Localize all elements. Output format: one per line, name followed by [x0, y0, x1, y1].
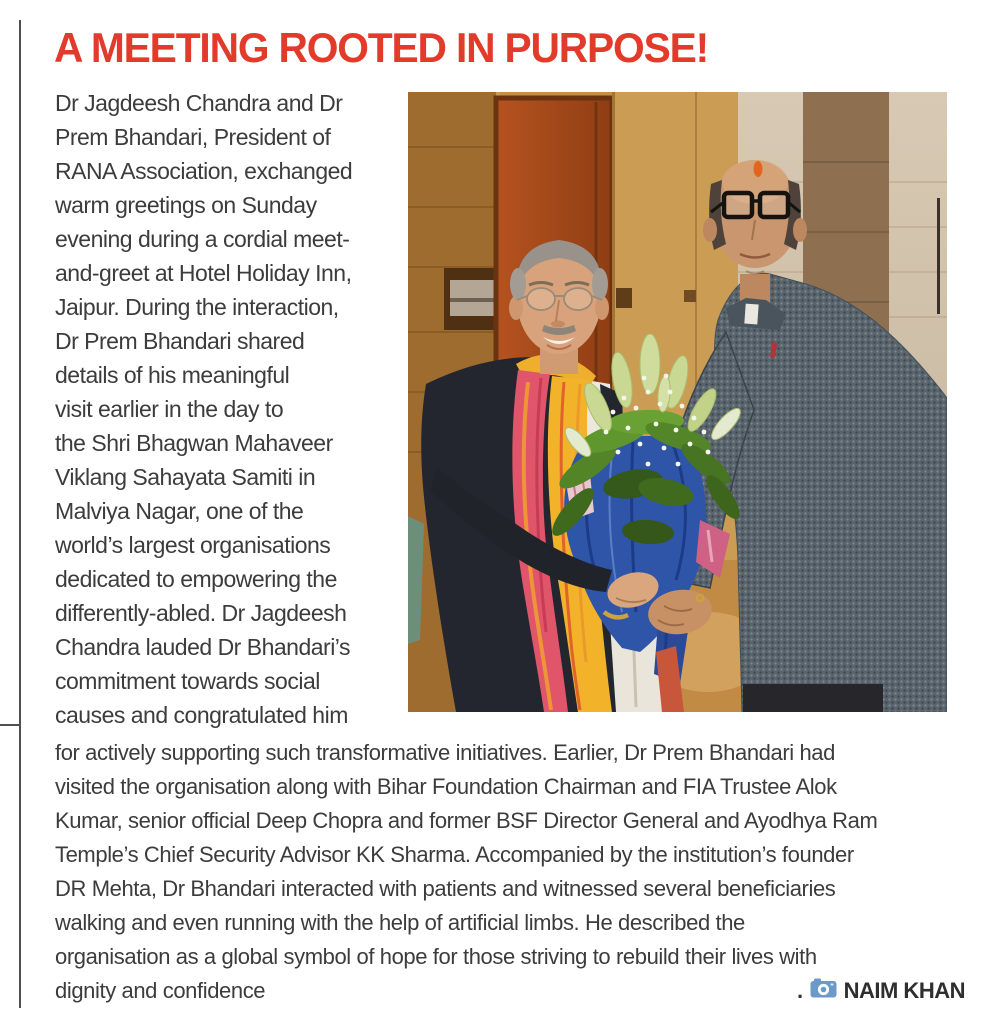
- article-photo: [408, 92, 947, 712]
- article-line: details of his meaningful: [55, 362, 290, 388]
- article-line: for actively supporting such transformative initiatives. Earlier, Dr Prem Bhandari had: [55, 740, 835, 765]
- article-line: DR Mehta, Dr Bhandari interacted with patients and witnessed several beneficiaries: [55, 876, 836, 901]
- article-line: walking and even running with the help of artificial limbs. He described the: [55, 910, 745, 935]
- camera-icon: [810, 974, 837, 1008]
- photo-illustration: [408, 92, 947, 712]
- article-line: causes and congratulated him: [55, 702, 348, 728]
- article-full-width-text: [55, 736, 965, 1008]
- article-line: Dr Jagdeesh Chandra and Dr: [55, 90, 343, 116]
- article-line: warm greetings on Sunday: [55, 192, 317, 218]
- article-line: Prem Bhandari, President of: [55, 124, 331, 150]
- article-line: Temple’s Chief Security Advisor KK Sharma. Accompanied by the institution’s founder: [55, 842, 854, 867]
- article-line: Jaipur. During the interaction,: [55, 294, 339, 320]
- article-last-row: [55, 974, 965, 1008]
- photo-credit: [797, 974, 965, 1008]
- article-line: Chandra lauded Dr Bhandari’s: [55, 634, 350, 660]
- article-line: dignity and confidence: [55, 978, 266, 1003]
- article-line: Dr Prem Bhandari shared: [55, 328, 305, 354]
- article-column-text: [55, 86, 407, 732]
- article-line: RANA Association, exchanged: [55, 158, 353, 184]
- article-line: dedicated to empowering the: [55, 566, 337, 592]
- article-line: world’s largest organisations: [55, 532, 331, 558]
- headline: A MEETING ROOTED IN PURPOSE!: [54, 24, 709, 71]
- article-line: visited the organisation along with Bihar Foundation Chairman and FIA Trustee Alok: [55, 774, 837, 799]
- article-line: commitment towards social: [55, 668, 320, 694]
- article-line: evening during a cordial meet-: [55, 226, 350, 252]
- column-rule-tick: [0, 724, 21, 726]
- article-line: the Shri Bhagwan Mahaveer: [55, 430, 333, 456]
- article-line: differently-abled. Dr Jagdeesh: [55, 600, 347, 626]
- article-line: Kumar, senior official Deep Chopra and former BSF Director General and Ayodhya Ram: [55, 808, 878, 833]
- article-line: visit earlier in the day to: [55, 396, 284, 422]
- credit-prefix-dot: .: [796, 978, 803, 1003]
- column-rule-vertical: [19, 20, 21, 1008]
- article-line: Malviya Nagar, one of the: [55, 498, 304, 524]
- photographer-name: NAIM KHAN: [843, 978, 965, 1003]
- article-line: Viklang Sahayata Samiti in: [55, 464, 316, 490]
- article-line: organisation as a global symbol of hope for those striving to rebuild their lives with: [55, 944, 817, 969]
- article-line: and-greet at Hotel Holiday Inn,: [55, 260, 352, 286]
